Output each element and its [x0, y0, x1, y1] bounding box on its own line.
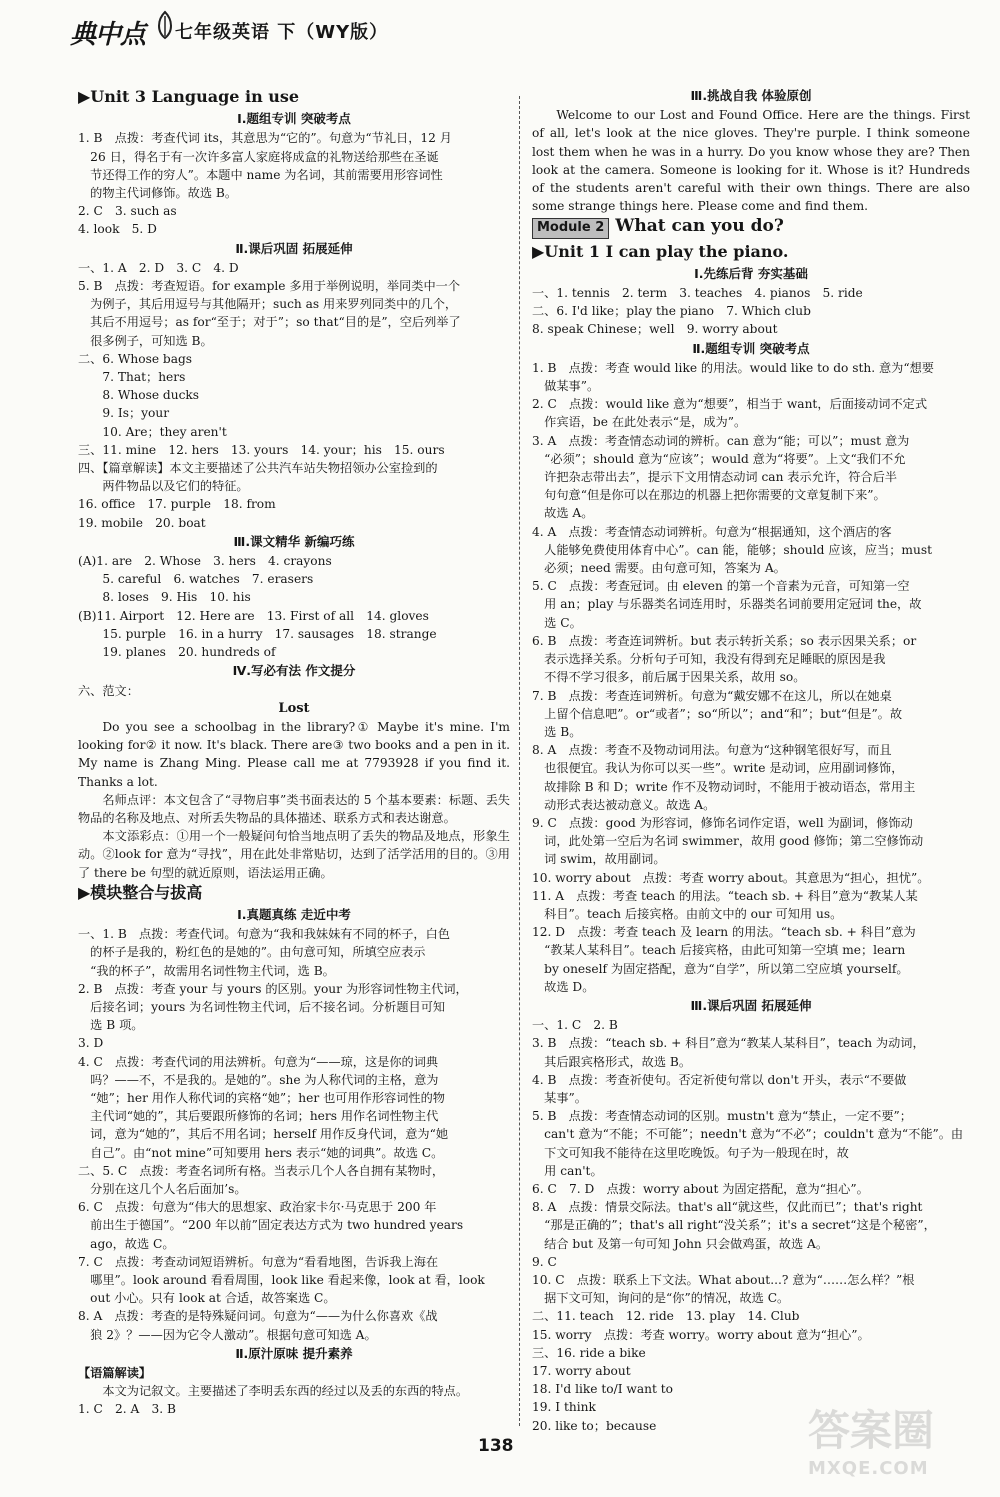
text-line: 二、6. I'd like；play the piano 7. Which club — [532, 304, 811, 319]
text-line: 1. B 点拨：考查代词 its，其意思为“它的”。句意为“节礼日，12 月 — [78, 131, 452, 146]
text-line: “必须”；should 意为“应该”；would 意为“将要”。上文“我们不允 — [532, 451, 906, 466]
text-line: 上留个信息吧”。or“或者”；so“所以”；and“和”；but“但是”。故 — [532, 706, 903, 721]
text-line: 必须；need 需要。由句意可知，答案为 A。 — [532, 561, 786, 576]
text-line: “我的杯子”，故需用名词性物主代词，选 B。 — [78, 963, 335, 978]
text-line: 某事”。 — [532, 1090, 587, 1105]
module-badge: Module 2 — [532, 218, 609, 238]
text-line: 8. loses 9. His 10. his — [78, 590, 251, 605]
text-line: 11. A 点拨：考查 teach 的用法。“teach sb. + 科目”意为“教某人某 — [532, 888, 918, 903]
text-line: 2. B 点拨：考查 your 与 yours 的区别。your 为形容词性物主代词， — [78, 981, 468, 996]
module-title: What can you do? — [615, 216, 784, 237]
text-line: 四、【篇章解读】本文主要描述了公共汽车站失物招领办公室捡到的 — [78, 461, 438, 476]
text-line: 3. A 点拨：考查情态动词的辨析。can 意为“能；可以”；must 意为 — [532, 433, 910, 448]
text-line: 选 C。 — [532, 615, 582, 630]
text-line: by oneself 为固定搭配，意为“自学”，所以第二空应填 yourself。 — [532, 961, 909, 976]
paragraph: Do you see a schoolbag in the library?① Maybe it's mine. I'm looking for② it now. It's black. There are③ two books and a pen in it. My name is Zhang Ming. Please call me at 7793928 if you find it. Thanks a lot. — [78, 719, 510, 789]
text-line: 句句意“但是你可以在那边的机器上把你需要的文章复制下来”。 — [532, 488, 886, 503]
section-heading: Ⅲ.挑战自我 体验原创 — [690, 88, 812, 103]
section-heading: Ⅱ.原汁原味 提升素养 — [235, 1345, 353, 1361]
text-line: 两件物品以及它们的特征。 — [78, 479, 249, 494]
section-heading: Ⅱ.题组专训 突破考点 — [692, 340, 810, 356]
tag-heading: 【语篇解读】 — [78, 1366, 152, 1381]
text-line: 二、6. Whose bags — [78, 351, 193, 366]
left-column — [78, 86, 510, 1419]
text-line: (B)11. Airport 12. Here are 13. First of all 14. gloves — [78, 608, 429, 623]
watermark-url: MXQE.COM — [808, 1458, 929, 1479]
text-line: 15. worry 点拨：考查 worry。worry about 意为“担心”。 — [532, 1327, 870, 1342]
text-line: 5. B 点拨：考查情态动词的区别。mustn't 意为“禁止，一定不要”； — [532, 1109, 912, 1124]
text-line: 8. speak Chinese；well 9. worry about — [532, 322, 778, 337]
text-line: 1. C 2. A 3. B — [78, 1402, 176, 1417]
text-line: “教某人某科目”。teach 后接宾格，由此可知第一空填 me；learn — [532, 943, 906, 958]
text-line: 许把杂志带出去”，提示下文用情态动词 can 表示允许，符合后半 — [532, 470, 897, 485]
text-line: 17. worry about — [532, 1364, 631, 1379]
paragraph: 本文添彩点：①用一个一般疑问句恰当地点明了丢失的物品及地点，形象生动。②look for 意为“寻找”，用在此处非常贴切，达到了活学活用的目的。③用了 there be 句型的就近原则，语法运用正确。 — [78, 829, 510, 880]
text-line: 5. B 点拨：考查短语。for example 多用于举例说明，举同类中一个 — [78, 279, 461, 294]
text-line: ago，故选 C。 — [78, 1236, 175, 1251]
text-line: 三、11. mine 12. hers 13. yours 14. your；his 15. ours — [78, 442, 445, 457]
text-line: 7. B 点拨：考查连词辨析。句意为“戴安娜不在这儿，所以在她桌 — [532, 688, 892, 703]
text-line: 据下文可知，询问的是“你”的情况，故选 C。 — [532, 1291, 790, 1306]
text-line: can't 意为“不能；不可能”；needn't 意为“不必”；couldn't 意为“不能”。由 — [532, 1127, 964, 1142]
text-line: 很多例子，可知选 B。 — [78, 333, 213, 348]
text-line: 5. careful 6. watches 7. erasers — [78, 572, 314, 587]
text-line: 2. C 3. such as — [78, 204, 177, 219]
text-line: 选 B。 — [532, 724, 582, 739]
text-line: 6. B 点拨：考查连词辨析。but 表示转折关系；so 表示因果关系；or — [532, 633, 917, 648]
text-line: 8. A 点拨：情景交际法。that's all“就这些，仅此而已”；that's right — [532, 1200, 923, 1215]
text-line: 20. like to；because — [532, 1418, 657, 1433]
text-line: 分别在这几个人名后面加’s。 — [78, 1181, 247, 1196]
text-line: 19. planes 20. hundreds of — [78, 645, 276, 660]
text-line: 为例子，其后用逗号与其他隔开；such as 用来罗列同类中的几个， — [78, 297, 458, 312]
text-line: 前出生于德国”。“200 年以前”固定表达方式为 two hundred years — [78, 1218, 464, 1233]
text-line: 3. D — [78, 1036, 104, 1051]
text-line: 二、11. teach 12. ride 13. play 14. Club — [532, 1309, 800, 1324]
text-line: 其后不用逗号；as for“至于；对于”；so that“目的是”，空后列举了 — [78, 315, 461, 330]
watermark — [808, 1398, 998, 1492]
text-line: 一、1. tennis 2. term 3. teaches 4. pianos 5. ride — [532, 286, 863, 301]
text-line: 的杯子是我的，粉红色的是她的”。由句意可知，所填空应表示 — [78, 945, 426, 960]
text-line: 动形式表达被动意义。故选 A。 — [532, 797, 716, 812]
text-line: 26 日，得名于有一次许多富人家庭将成盒的礼物送给那些在圣诞 — [78, 149, 439, 164]
text-line: 一、1. C 2. B — [532, 1018, 618, 1033]
text-line: 用 an；play 与乐器类名词连用时，乐器类名词前要用定冠词 the，故 — [532, 597, 922, 612]
text-line: 也很便宜。我认为你可以买一些”。write 是动词，应用副词修饰， — [532, 761, 904, 776]
text-line: 狼 2》？——因为它令人激动”。根据句意可知选 A。 — [78, 1327, 377, 1342]
text-line: 用 can't。 — [532, 1163, 603, 1178]
text-line: 六、范文： — [78, 683, 139, 698]
section-heading: Ⅱ.课后巩固 拓展延伸 — [235, 240, 353, 256]
text-line: 做某事”。 — [532, 379, 600, 394]
text-line: 的物主代词修饰。故选 B。 — [78, 186, 238, 201]
text-line: 5. C 点拨：考查冠词。由 eleven 的第一个音素为元音，可知第一空 — [532, 579, 910, 594]
text-line: 故选 D。 — [532, 979, 595, 994]
text-line: 7. C 点拨：考查动词短语辨析。句意为“看看地图，告诉我上海在 — [78, 1254, 439, 1269]
text-line: 15. purple 16. in a hurry 17. sausages 18. strange — [78, 626, 437, 641]
leaf-icon — [155, 10, 175, 40]
text-line: 18. I'd like to/I want to — [532, 1382, 673, 1397]
text-line: 10. worry about 点拨：考查 worry about。其意思为“担心，担忧”。 — [532, 870, 930, 885]
text-line: 6. C 7. D 点拨：worry about 为固定搭配，意为“担心”。 — [532, 1181, 869, 1196]
text-line: 作宾语，be 在此处表示“是，成为”。 — [532, 415, 747, 430]
text-line: 后接名词；yours 为名词性物主代词，后不接名词。分析题目可知 — [78, 999, 446, 1014]
text-line: 词，此处第一空后为名词 swimmer，故用 good 修饰；第二空修饰动 — [532, 834, 924, 849]
text-line: 4. B 点拨：考查祈使句。否定祈使句常以 don't 开头，表示“不要做 — [532, 1072, 907, 1087]
text-line: “那是正确的”；that's all right“没关系”；it's a secret“这是个秘密”， — [532, 1218, 936, 1233]
text-line: 下文可知我不能待在这里吃晚饭。句子为一般现在时，故 — [532, 1145, 849, 1160]
text-line: 8. Whose ducks — [78, 388, 200, 403]
section-heading: Ⅳ.写必有法 作文提分 — [232, 663, 356, 679]
text-line: 人能够免费使用体育中心”。can 能，能够；should 应该，应当；must — [532, 542, 932, 557]
text-line: 结合 but 及第一句可知 John 只会做鸡蛋，故选 A。 — [532, 1236, 829, 1251]
text-line: 故排除 B 和 D；write 作不及物动词时，不能用于被动语态，常用主 — [532, 779, 916, 794]
text-line: 吗？——不，不是我的。是她的”。she 为人称代词的主格，意为 — [78, 1072, 439, 1087]
section-heading: Ⅲ.课文精华 新编巧练 — [233, 533, 355, 549]
text-line: 三、16. ride a bike — [532, 1345, 646, 1360]
unit-heading: ▶模块整合与拔高 — [78, 882, 203, 902]
text-line: 8. A 点拨：考查不及物动词用法。句意为“这种钢笔很好写，而且 — [532, 743, 892, 758]
text-line: 6. C 点拨：句意为“伟大的思想家、政治家卡尔·马克思于 200 年 — [78, 1200, 437, 1215]
paragraph: Welcome to our Lost and Found Office. Here are the things. First of all, let's look at the nice gloves. They're purple. I think someone lost them when he was in a hurry. Do you know whose they are? Then look at the camera. Someone is looking for it. Whose is it? Hundreds of the students aren't careful with their own things. There are also some strange things here. Please come and find them. — [532, 108, 970, 214]
unit-heading: ▶Unit 3 Language in use — [78, 87, 300, 106]
watermark-text: 答案圈 — [808, 1406, 935, 1455]
section-heading: Ⅰ.真题真练 走近中考 — [237, 906, 351, 922]
text-line: 8. A 点拨：考查的是特殊疑问词。句意为“——为什么你喜欢《战 — [78, 1309, 438, 1324]
text-line: out 小心。只有 look at 合适，故答案选 C。 — [78, 1291, 336, 1306]
book-title: 七年级英语 下（WY版） — [175, 22, 389, 43]
module-heading — [532, 217, 970, 238]
text-line: (A)1. are 2. Whose 3. hers 4. crayons — [78, 554, 332, 569]
text-line: 4. A 点拨：考查情态动词辨析。句意为“根据通知，这个酒店的客 — [532, 524, 892, 539]
text-line: 一、1. B 点拨：考查代词。句意为“我和我妹妹有不同的杯子，白色 — [78, 927, 450, 942]
paragraph: 本文为记叙文。主要描述了李明丢东西的经过以及丢的东西的特点。 — [102, 1384, 469, 1399]
text-line: 10. C 点拨：联系上下文法。What about...? 意为“……怎么样？”根 — [532, 1273, 915, 1287]
brand-logo: 典中点 — [70, 20, 146, 50]
text-line: 2. C 点拨：would like 意为“想要”，相当于 want，后面接动词不定式 — [532, 397, 928, 412]
text-line: 4. look 5. D — [78, 222, 157, 237]
text-line: “她”；her 用作人称代词的宾格“她”；her 也可用作形容词性的物 — [78, 1090, 445, 1105]
text-line: 故选 A。 — [532, 506, 594, 521]
text-line: 1. B 点拨：考查 would like 的用法。would like to do sth. 意为“想要 — [532, 360, 934, 375]
text-line: 其后跟宾格形式，故选 B。 — [532, 1054, 692, 1069]
right-column — [532, 86, 970, 1435]
text-line: 4. C 点拨：考查代词的用法辨析。句意为“——琼，这是你的词典 — [78, 1054, 439, 1069]
text-line: 9. C 点拨：good 为形容词，修饰名词作定语，well 为副词，修饰动 — [532, 815, 913, 830]
section-heading: Ⅲ.课后巩固 拓展延伸 — [690, 997, 812, 1013]
text-line: 12. D 点拨：考查 teach 及 learn 的用法。“teach sb. + 科目”意为 — [532, 925, 916, 940]
unit-heading: ▶Unit 1 I can play the piano. — [532, 241, 789, 261]
text-line: 节还得工作的穷人”。本题中 name 为名词，其前需要用形容词性 — [78, 167, 443, 182]
text-line: 9. Is；your — [78, 406, 170, 421]
text-line: 主代词“她的”，其后要跟所修饰的名词；hers 用作名词性物主代 — [78, 1109, 439, 1124]
page-number: 138 — [478, 1436, 514, 1456]
section-heading: Ⅰ.题组专训 突破考点 — [237, 111, 351, 127]
text-line: 选 B 项。 — [78, 1018, 144, 1033]
text-line: 9. C — [532, 1254, 557, 1269]
text-line: 自己”。由“not mine”可知要用 hers 表示“她的词典”。故选 C。 — [78, 1145, 444, 1160]
text-line: 16. office 17. purple 18. from — [78, 497, 276, 512]
page-header — [60, 8, 940, 54]
paragraph: 名师点评：本文包含了“寻物启事”类书面表达的 5 个基本要素：标题、丢失物品的名称及地点、对所丢失物品的具体描述、联系方式和表达谢意。 — [78, 792, 510, 825]
text-line: 表示选择关系。分析句子可知，我没有得到充足睡眠的原因是我 — [532, 652, 886, 667]
text-line: 19. I think — [532, 1400, 596, 1415]
text-line: 科目”。teach 后接宾格。由前文中的 our 可知用 us。 — [532, 906, 843, 921]
text-line: 10. Are；they aren't — [78, 424, 227, 439]
column-divider — [519, 96, 520, 1426]
text-line: 一、1. A 2. D 3. C 4. D — [78, 260, 239, 275]
section-heading: Ⅰ.先练后背 夯实基础 — [694, 265, 808, 281]
text-line: 不得不学习很多，前后属于因果关系，故用 so。 — [532, 670, 806, 685]
text-line: 二、5. C 点拨：考查名词所有格。当表示几个人各自拥有某物时， — [78, 1163, 445, 1178]
essay-title: Lost — [278, 700, 310, 716]
text-line: 3. B 点拨：“teach sb. + 科目”意为“教某人某科目”，teach 为动词， — [532, 1036, 925, 1051]
text-line: 7. That；hers — [78, 370, 186, 385]
text-line: 19. mobile 20. boat — [78, 515, 206, 530]
text-line: 哪里”。look around 看看周围，look like 看起来像，look at 看，look — [78, 1273, 485, 1287]
text-line: 词 swim，故用副词。 — [532, 852, 666, 867]
text-line: 词，意为“她的”，其后不用名词；herself 用作反身代词，意为“她 — [78, 1127, 449, 1142]
